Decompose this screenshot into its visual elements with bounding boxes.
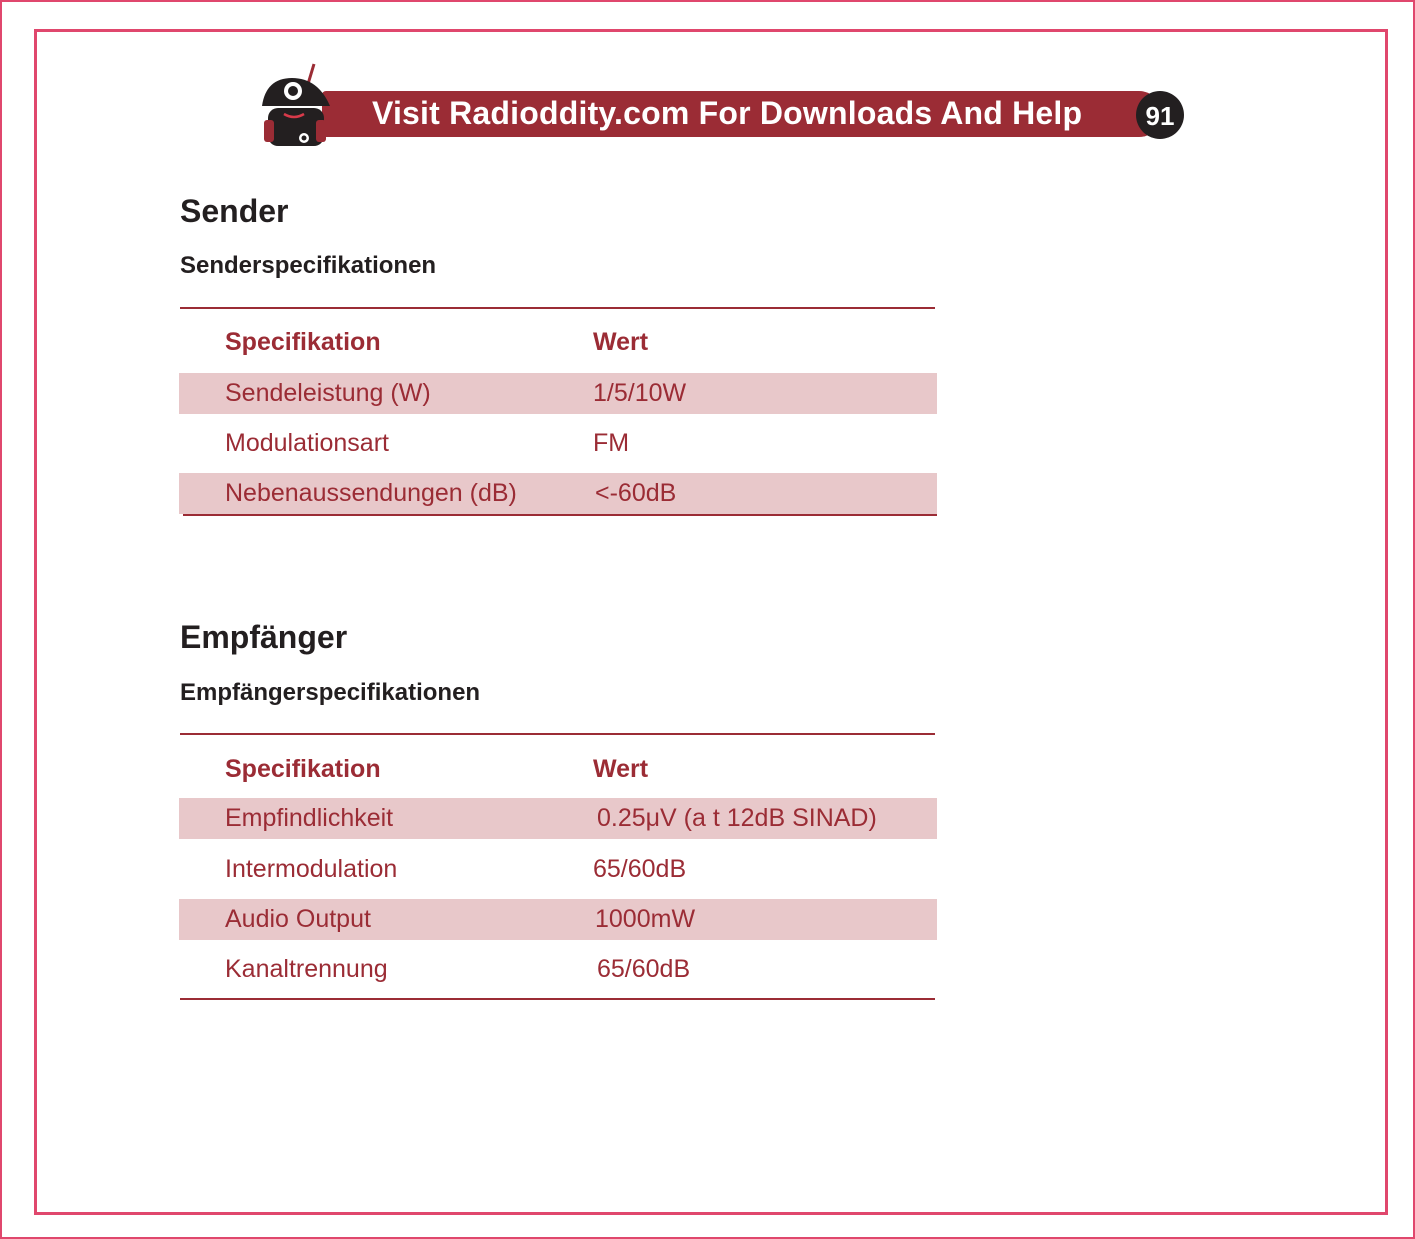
value-cell: 65/60dB — [597, 955, 691, 983]
page-number-badge: 91 — [1136, 91, 1184, 139]
value-cell: <-60dB — [595, 479, 677, 507]
table-header-row — [179, 749, 937, 790]
sender-subtitle: Senderspecifikationen — [180, 252, 437, 279]
table-top-rule — [180, 307, 935, 309]
spec-cell: Modulationsart — [225, 429, 389, 457]
spec-cell: Empfindlichkeit — [225, 804, 394, 832]
value-cell: 0.25μV (a t 12dB SINAD) — [597, 804, 877, 832]
value-cell: 1/5/10W — [593, 379, 687, 407]
spec-cell: Intermodulation — [225, 855, 398, 883]
header-spec: Specifikation — [225, 755, 381, 783]
table-row — [179, 899, 937, 940]
spec-cell: Kanaltrennung — [225, 955, 388, 983]
receiver-title: Empfänger — [180, 619, 348, 655]
value-cell: 1000mW — [595, 905, 696, 933]
header-spec: Specifikation — [225, 328, 381, 356]
spec-cell: Audio Output — [225, 905, 371, 933]
spec-cell: Nebenaussendungen (dB) — [225, 479, 517, 507]
table-row — [179, 473, 937, 514]
sender-title: Sender — [180, 193, 289, 229]
table-row — [179, 949, 937, 990]
robot-mascot-icon — [256, 62, 336, 152]
header-value: Wert — [593, 755, 649, 783]
table-bottom-rule — [183, 514, 937, 516]
table-row — [179, 849, 937, 890]
banner-text: Visit Radioddity.com For Downloads And Help — [372, 95, 1083, 131]
receiver-subtitle: Empfängerspecifikationen — [180, 679, 481, 706]
header-value: Wert — [593, 328, 649, 356]
table-top-rule — [180, 733, 935, 735]
table-row — [179, 798, 937, 839]
table-bottom-rule — [180, 998, 935, 1000]
spec-cell: Sendeleistung (W) — [225, 379, 431, 407]
table-row — [179, 373, 937, 414]
value-cell: 65/60dB — [593, 855, 687, 883]
table-header-row — [179, 322, 937, 363]
table-row — [179, 423, 937, 464]
value-cell: FM — [593, 429, 630, 457]
